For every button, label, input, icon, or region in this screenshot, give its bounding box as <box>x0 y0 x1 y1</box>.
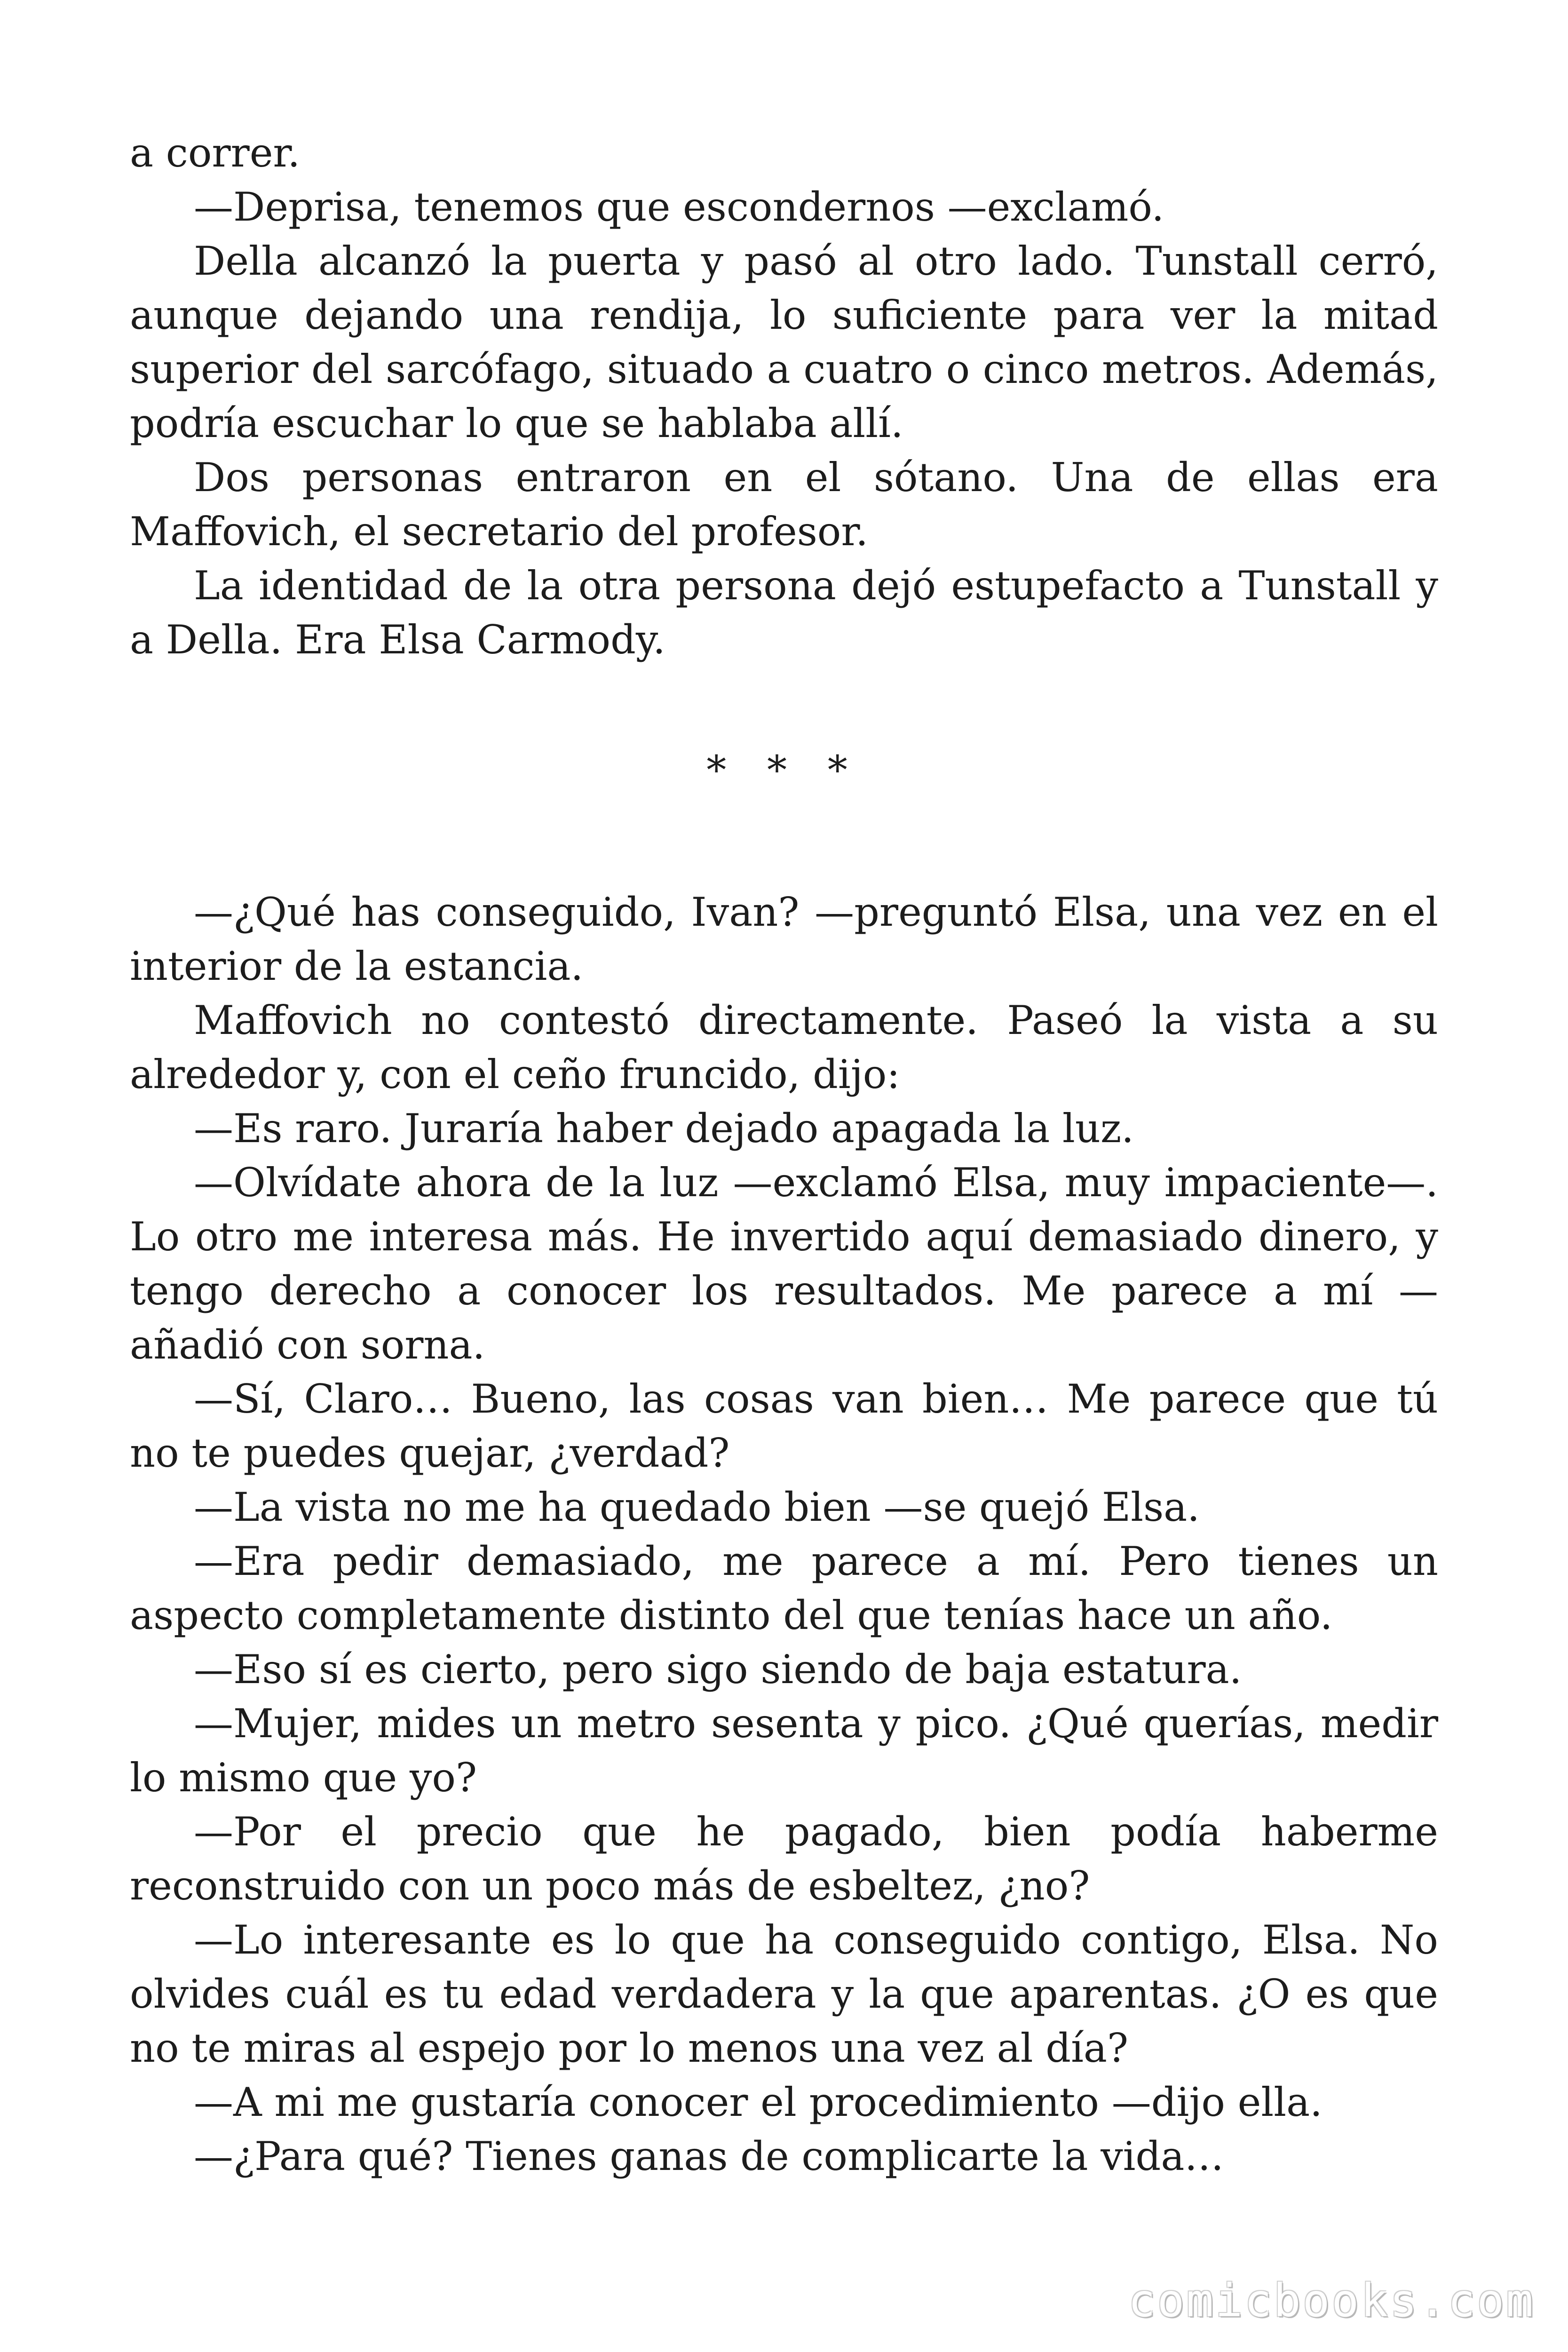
text-block-top <box>130 126 1438 667</box>
paragraph: —La vista no me ha quedado bien —se quejó Elsa. <box>194 1484 1200 1530</box>
paragraph: —Sí, Claro… Bueno, las cosas van bien… Me parece que tú no te puedes quejar, ¿verdad? <box>130 1376 1438 1476</box>
text-block-bottom <box>130 885 1438 2184</box>
paragraph: —¿Qué has conseguido, Ivan? —preguntó Elsa, una vez en el interior de la estancia. <box>130 889 1438 989</box>
paragraph: Della alcanzó la puerta y pasó al otro lado. Tunstall cerró, aunque dejando una rendija, lo suficiente para ver la mitad superior del sarcófago, situado a cuatro o cinco metros. Además, podría escuchar lo que se hablaba allí. <box>130 238 1438 446</box>
paragraph: —Es raro. Juraría haber dejado apagada la luz. <box>194 1105 1134 1152</box>
watermark: comicbooks.com <box>1128 2274 1535 2327</box>
paragraph: —Lo interesante es lo que ha conseguido contigo, Elsa. No olvides cuál es tu edad verdadera y la que aparentas. ¿O es que no te miras al espejo por lo menos una vez al día? <box>130 1917 1438 2071</box>
paragraph: —Eso sí es cierto, pero sigo siendo de baja estatura. <box>194 1646 1242 1692</box>
paragraph: a correr. <box>130 130 301 176</box>
paragraph: —Mujer, mides un metro sesenta y pico. ¿Qué querías, medir lo mismo que yo? <box>130 1700 1438 1801</box>
paragraph: —Deprisa, tenemos que escondernos —exclamó. <box>194 184 1164 230</box>
paragraph: —Era pedir demasiado, me parece a mí. Pero tienes un aspecto completamente distinto del que tenías hace un año. <box>130 1538 1438 1638</box>
paragraph: Dos personas entraron en el sótano. Una de ellas era Maffovich, el secretario del profesor. <box>130 454 1438 555</box>
scene-break: * * * <box>706 747 862 793</box>
paragraph: —Olvídate ahora de la luz —exclamó Elsa, muy impaciente—. Lo otro me interesa más. He invertido aquí demasiado dinero, y tengo derecho a conocer los resultados. Me parece a mí —añadió con sorna. <box>130 1160 1438 1368</box>
paragraph: —¿Para qué? Tienes ganas de complicarte la vida… <box>194 2133 1224 2179</box>
paragraph: —A mi me gustaría conocer el procedimiento —dijo ella. <box>194 2079 1323 2125</box>
paragraph: —Por el precio que he pagado, bien podía haberme reconstruido con un poco más de esbeltez, ¿no? <box>130 1809 1438 1909</box>
paragraph: Maffovich no contestó directamente. Paseó la vista a su alrededor y, con el ceño fruncido, dijo: <box>130 997 1438 1097</box>
paragraph: La identidad de la otra persona dejó estupefacto a Tunstall y a Della. Era Elsa Carmody. <box>130 563 1438 663</box>
